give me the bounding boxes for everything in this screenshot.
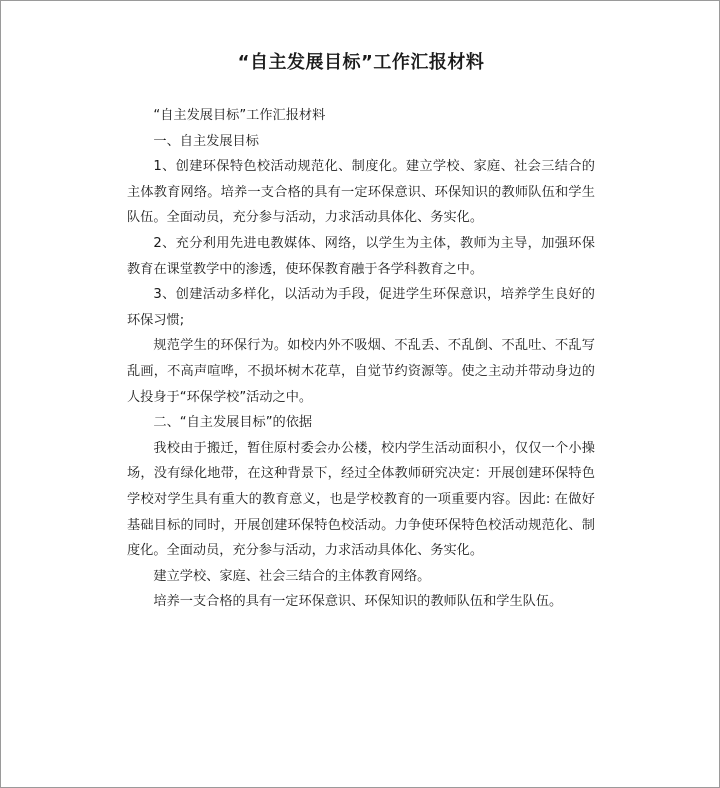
paragraph: “自主发展目标”工作汇报材料 (153, 108, 326, 123)
document-title: “自主发展目标”工作汇报材料 (237, 52, 485, 73)
section-heading: 一、自主发展目标 (153, 133, 259, 149)
paragraph: 1、创建环保特色校活动规范化、制度化。建立学校、家庭、社会三结合的主体教育网络。培养一支合格的具有一定环保意识、环保知识的教师队伍和学生队伍。全面动员，充分参与活动，力求活动具体化、务实化。 (127, 159, 595, 226)
paragraph: 2、充分利用先进电教媒体、网络，以学生为主体，教师为主导，加强环保教育在课堂教学中的渗透，使环保教育融于各学科教育之中。 (127, 235, 595, 277)
document-body (127, 103, 595, 615)
paragraph: 我校由于搬迁，暂住原村委会办公楼，校内学生活动面积小，仅仅一个小操场，没有绿化地带，在这种背景下，经过全体教师研究决定：开展创建环保特色学校对学生具有重大的教育意义，也是学校教育的一项重要内容。因此: 在做好基础目标的同时，开展创建环保特色校活动。力争使环保特色校活动规范化、制度化。全面动员，充分参与活动，力求活动具体化、务实化。 (127, 440, 595, 559)
paragraph: 规范学生的环保行为。如校内外不吸烟、不乱丢、不乱倒、不乱吐、不乱写乱画，不高声喧哗，不损坏树木花草，自觉节约资源等。使之主动并带动身边的人投身于“环保学校”活动之中。 (127, 338, 595, 405)
paragraph: 培养一支合格的具有一定环保意识、环保知识的教师队伍和学生队伍。 (153, 594, 563, 610)
paragraph: 3、创建活动多样化，以活动为手段，促进学生环保意识，培养学生良好的环保习惯; (127, 287, 595, 328)
section-heading: 二、“自主发展目标”的依据 (153, 415, 313, 431)
paragraph: 建立学校、家庭、社会三结合的主体教育网络。 (153, 568, 431, 584)
